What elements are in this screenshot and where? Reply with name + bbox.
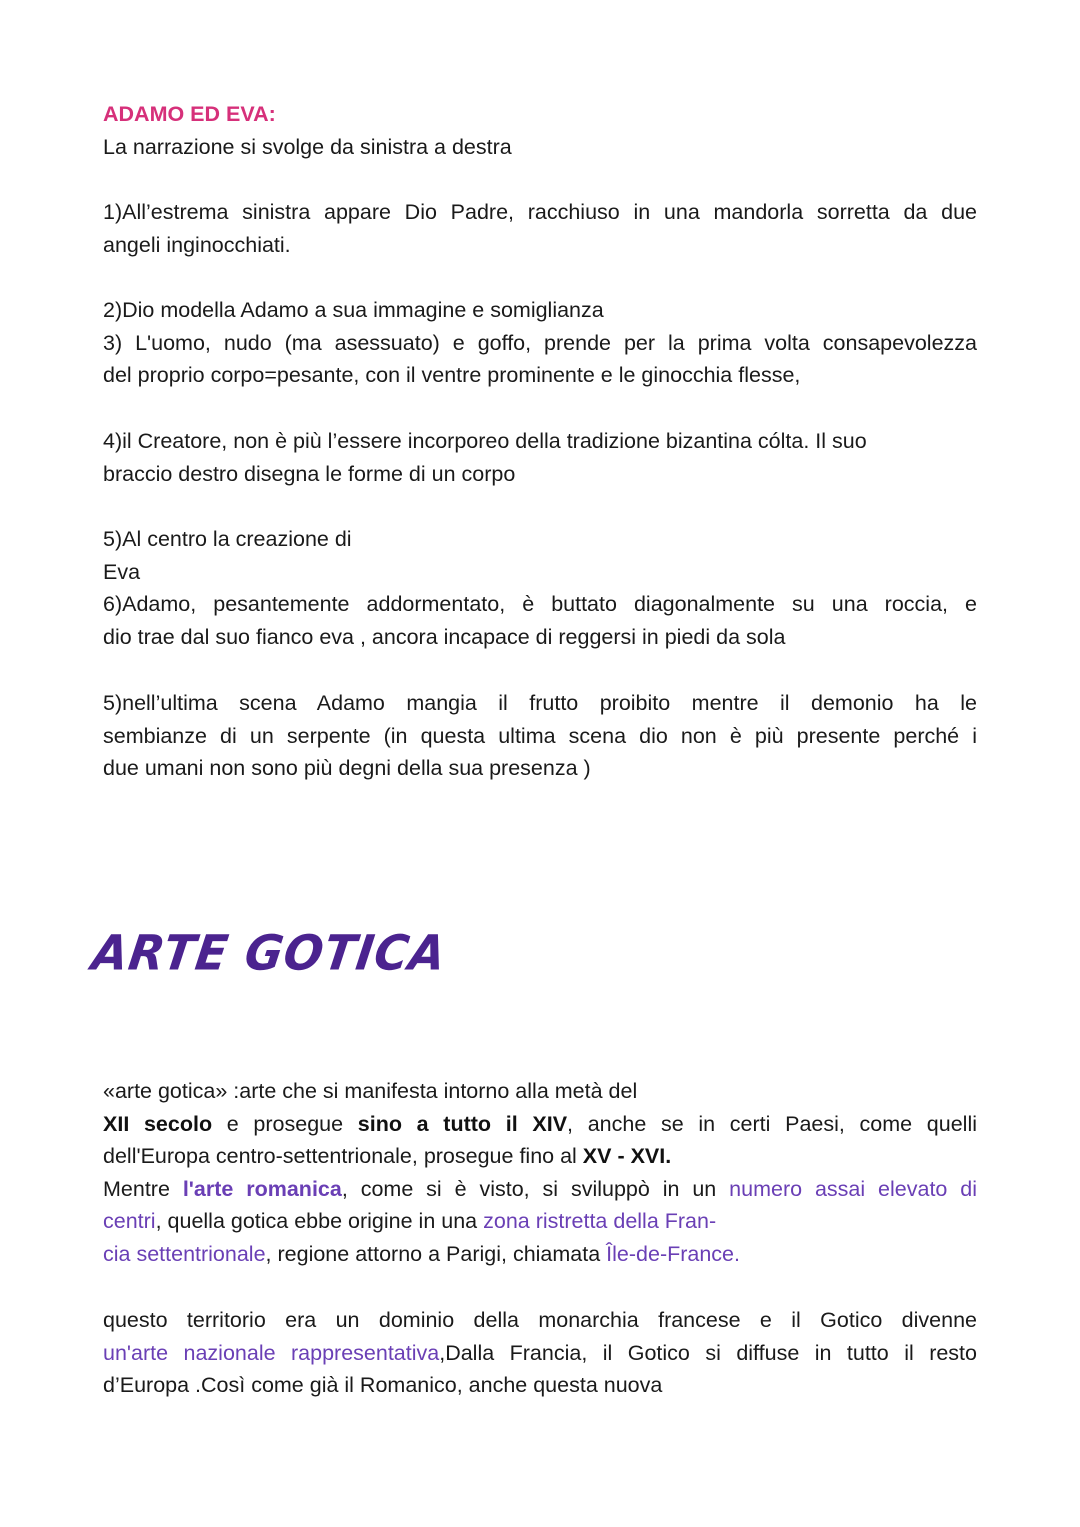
intro-text: La narrazione si svolge da sinistra a destra	[103, 134, 512, 159]
section-adamo-eva	[103, 98, 977, 163]
text-line: d’Europa .Così come già il Romanico, anche questa nuova	[103, 1373, 663, 1398]
text-line	[103, 1140, 977, 1173]
text-line: due umani non sono più degni della sua presenza )	[103, 756, 591, 781]
text-line	[103, 1173, 977, 1206]
bold-text: XII secolo	[103, 1111, 213, 1136]
text-line: 3) L'uomo, nudo (ma asessuato) e goffo, prende per la prima volta consapevolezza	[103, 330, 977, 355]
bold-text: XV - XVI.	[582, 1144, 672, 1169]
text-line: del proprio corpo=pesante, con il ventre prominente e le ginocchia flesse,	[103, 363, 801, 388]
text-run: , regione attorno a Parigi, chiamata	[265, 1241, 607, 1266]
text-run: Mentre	[103, 1176, 183, 1201]
text-line: 2)Dio modella Adamo a sua immagine e somiglianza	[103, 298, 604, 322]
section-heading: ADAMO ED EVA:	[103, 102, 276, 126]
text-line: dio trae dal suo fianco eva , ancora incapace di reggersi in piedi da sola	[103, 624, 786, 649]
text-line: 4)il Creatore, non è più l’essere incorporeo della tradizione bizantina cólta. Il suo	[103, 429, 867, 453]
text-line	[103, 1205, 977, 1238]
section-title-arte-gotica: ARTE GOTICA	[88, 924, 451, 982]
paragraph-1	[103, 196, 977, 261]
highlight-text: un'arte nazionale rappresentativa	[103, 1340, 440, 1365]
paragraph-2	[103, 294, 977, 392]
text-line: 5)nell’ultima scena Adamo mangia il frutto proibito mentre il demonio ha le	[103, 691, 977, 715]
text-line	[103, 1108, 977, 1141]
text-run: e prosegue	[212, 1111, 358, 1136]
highlight-text: numero assai elevato di	[729, 1176, 978, 1201]
paragraph-4	[103, 523, 977, 653]
paragraph-gotica-2	[103, 1304, 977, 1402]
highlight-text: zona ristretta della Fran-	[483, 1209, 717, 1234]
text-run: ,Dalla Francia, il Gotico si diffuse in tutto il resto	[439, 1340, 977, 1365]
text-line	[103, 1238, 977, 1271]
highlight-text: centri	[103, 1209, 156, 1234]
text-run: dell'Europa centro-settentrionale, prosegue fino al	[103, 1144, 583, 1169]
paragraph-5	[103, 687, 977, 785]
text-line: 6)Adamo, pesantemente addormentato, è buttato diagonalmente su una roccia, e	[103, 592, 977, 617]
text-line: sembianze di un serpente (in questa ultima scena dio non è più presente perché i	[103, 723, 977, 748]
paragraph-gotica-1	[103, 1075, 977, 1271]
paragraph-3	[103, 425, 977, 490]
text-line: questo territorio era un dominio della monarchia francese e il Gotico divenne	[103, 1308, 977, 1332]
highlight-bold-text: l'arte romanica	[182, 1176, 342, 1201]
text-run: , quella gotica ebbe origine in una	[155, 1209, 484, 1234]
text-line: 5)Al centro la creazione di	[103, 527, 352, 551]
text-line: braccio destro disegna le forme di un corpo	[103, 461, 516, 486]
text-run: , anche se in certi Paesi, come quelli	[567, 1111, 978, 1136]
text-run: , come si è visto, si sviluppò in un	[341, 1176, 730, 1201]
text-line: 1)All’estrema sinistra appare Dio Padre, racchiuso in una mandorla sorretta da due	[103, 200, 977, 224]
highlight-text: cia settentrionale	[103, 1241, 266, 1266]
bold-text: sino a tutto il XIV	[357, 1111, 568, 1136]
text-line: «arte gotica» :arte che si manifesta intorno alla metà del	[103, 1079, 638, 1103]
text-line	[103, 1337, 977, 1370]
text-line: Eva	[103, 559, 141, 584]
highlight-text: Île-de-France.	[606, 1241, 740, 1266]
text-line: angeli inginocchiati.	[103, 232, 291, 257]
